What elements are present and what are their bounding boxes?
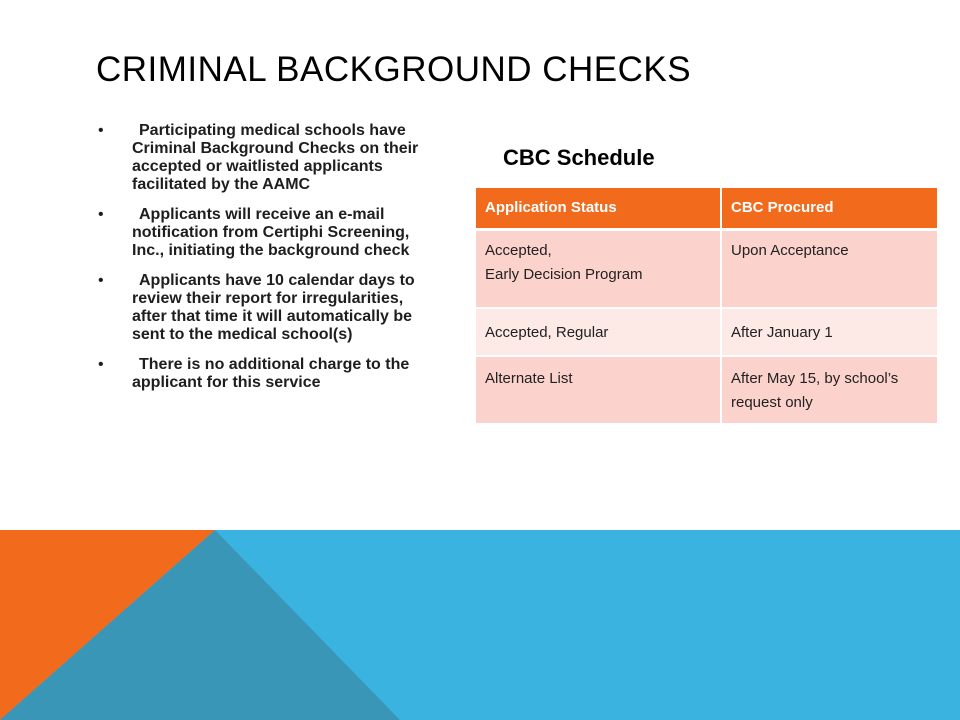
- footer-decoration: [0, 530, 960, 720]
- bullet-text: There is no additional charge to the applicant for this service: [132, 356, 410, 391]
- table-row: [476, 308, 937, 356]
- bullet-dot-icon: •: [98, 272, 104, 289]
- bullet-item: [96, 356, 426, 392]
- procured-cell: After May 15, by school’s request only: [721, 356, 937, 424]
- cbc-schedule-table: [476, 188, 937, 425]
- bullet-item: [96, 206, 426, 260]
- bullet-item: [96, 122, 426, 194]
- bullet-dot-icon: •: [98, 356, 104, 373]
- table-row: [476, 230, 937, 309]
- table-header-row: [476, 188, 937, 230]
- bullet-dot-icon: •: [98, 206, 104, 223]
- procured-cell: Upon Acceptance: [721, 230, 937, 309]
- column-header-cbc-procured: CBC Procured: [721, 188, 937, 230]
- procured-cell: After January 1: [721, 308, 937, 356]
- status-cell: Accepted, Regular: [476, 308, 721, 356]
- bullet-text: Applicants will receive an e-mail notification from Certiphi Screening, Inc., initiating the background check: [132, 206, 410, 259]
- status-line: Accepted,: [485, 242, 552, 259]
- bullet-dot-icon: •: [98, 122, 104, 139]
- slide-title: CRIMINAL BACKGROUND CHECKS: [96, 50, 692, 89]
- bullet-text: Applicants have 10 calendar days to review their report for irregularities, after that time it will automatically be sent to the medical school(s): [132, 272, 415, 343]
- bullet-item: [96, 272, 426, 344]
- bullet-list: [96, 122, 426, 404]
- bullet-text: Participating medical schools have Criminal Background Checks on their accepted or waitlisted applicants facilitated by the AAMC: [132, 122, 419, 193]
- status-cell: [476, 230, 721, 309]
- status-line: Early Decision Program: [485, 266, 643, 283]
- table-row: [476, 356, 937, 424]
- column-header-application-status: Application Status: [476, 188, 721, 230]
- status-cell: Alternate List: [476, 356, 721, 424]
- schedule-heading: CBC Schedule: [503, 145, 655, 170]
